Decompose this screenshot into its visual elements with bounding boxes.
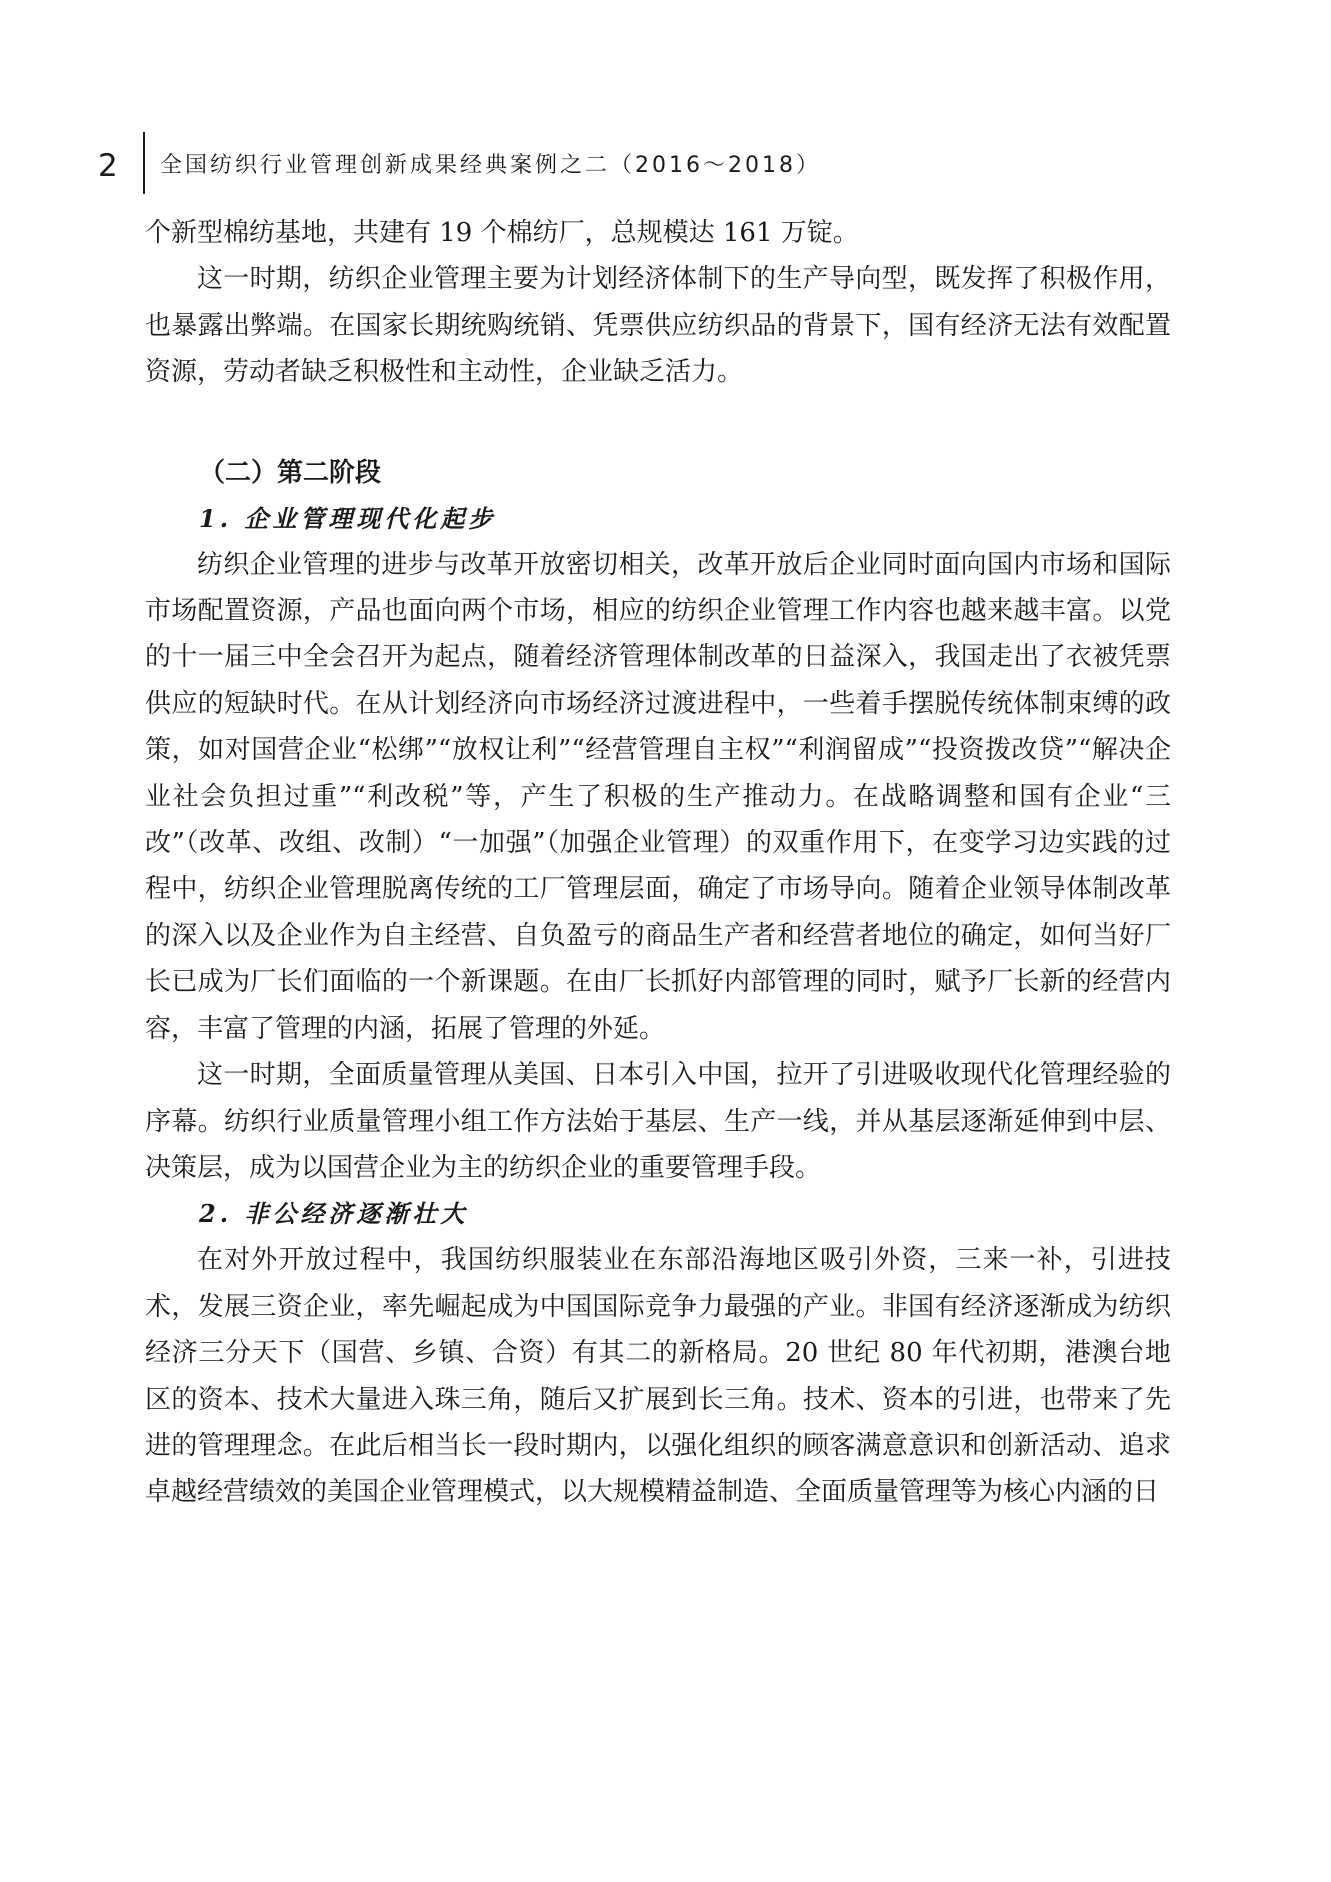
paragraph-1: 个新型棉纺基地，共建有 19 个棉纺厂，总规模达 161 万锭。 bbox=[145, 218, 859, 248]
paragraph-4: 这一时期，全面质量管理从美国、日本引入中国，拉开了引进吸收现代化管理经验的序幕。纺织行业质量管理小组工作方法始于基层、生产一线，并从基层逐渐延伸到中层、决策层，成为以国营企业为主的纺织企业的重要管理手段。 bbox=[145, 1060, 1171, 1183]
paragraph-2: 这一时期，纺织企业管理主要为计划经济体制下的生产导向型，既发挥了积极作用，也暴露出弊端。在国家长期统购统销、凭票供应纺织品的背景下，国有经济无法有效配置资源，劳动者缺乏积极性和主动性，企业缺乏活力。 bbox=[145, 264, 1171, 388]
paragraph-3: 纺织企业管理的进步与改革开放密切相关，改革开放后企业同时面向国内市场和国际市场配置资源，产品也面向两个市场，相应的纺织企业管理工作内容也越来越丰富。以党的十一届三中全会召开为起点，随着经济管理体制改革的日益深入，我国走出了衣被凭票供应的短缺时代。在从计划经济向市场经济过渡进程中，一些着手摆脱传统体制束缚的政策，如对国营企业“松绑”“放权让利”“经营管理自主权”“利润留成”“投资拨改贷”“解决企业社会负担过重”“利改税”等，产生了积极的生产推动力。在战略调整和国有企业“三改”（改革、改组、改制）“一加强”（加强企业管理）的双重作用下，在变学习边实践的过程中，纺织企业管理脱离传统的工厂管理层面，确定了市场导向。随着企业领导体制改革的深入以及企业作为自主经营、自负盈亏的商品生产者和经营者地位的确定，如何当好厂长已成为厂长们面临的一个新课题。在由厂长抓好内部管理的同时，赋予厂长新的经营内容，丰富了管理的内涵，拓展了管理的外延。 bbox=[145, 549, 1171, 1044]
section-heading: （二）第二阶段 bbox=[199, 457, 382, 488]
subsection-heading-1: 1. 企业管理现代化起步 bbox=[199, 503, 497, 533]
subsection-heading-2: 2. 非公经济逐渐壮大 bbox=[199, 1199, 469, 1229]
page-body bbox=[145, 210, 1171, 1516]
page-number: 2 bbox=[98, 148, 118, 184]
header-divider bbox=[143, 132, 145, 194]
page-header bbox=[98, 146, 1198, 190]
running-title: 全国纺织行业管理创新成果经典案例之二（2016～2018） bbox=[160, 153, 821, 178]
paragraph-5: 在对外开放过程中，我国纺织服装业在东部沿海地区吸引外资，三来一补，引进技术，发展三资企业，率先崛起成为中国国际竞争力最强的产业。非国有经济逐渐成为纺织经济三分天下（国营、乡镇、合资）有其二的新格局。20 世纪 80 年代初期，港澳台地区的资本、技术大量进入珠三角，随后又扩展到长三角。技术、资本的引进，也带来了先进的管理理念。在此后相当长一段时期内，以强化组织的顾客满意意识和创新活动、追求卓越经营绩效的美国企业管理模式，以大规模精益制造、全面质量管理等为核心内涵的日 bbox=[145, 1245, 1171, 1508]
